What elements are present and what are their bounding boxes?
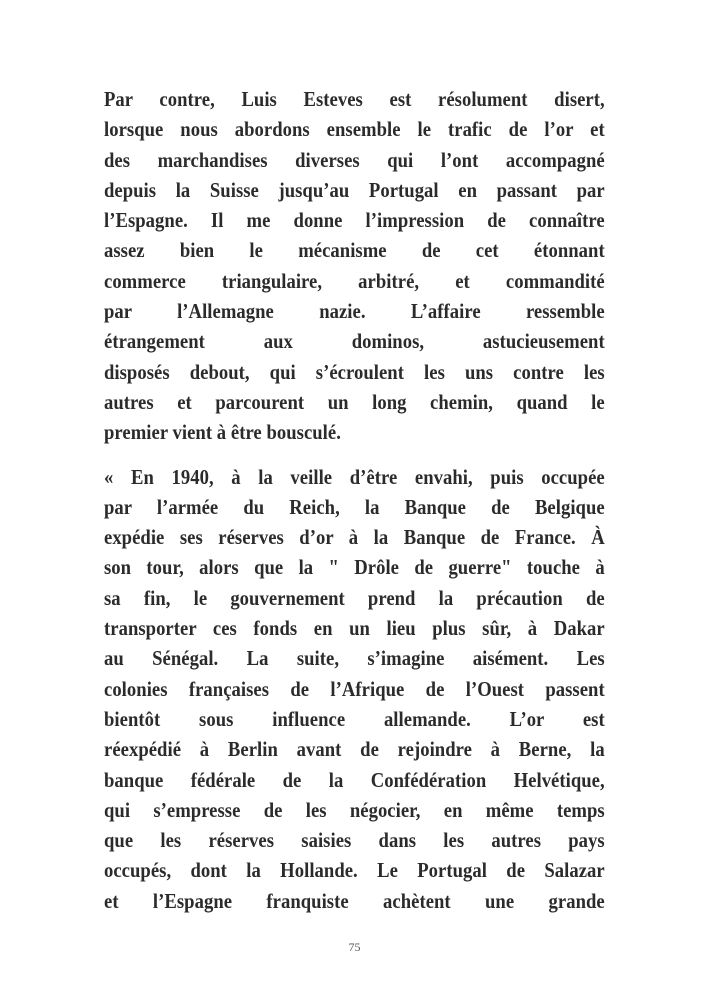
text-line: et l’Espagne franquiste achètent une grande bbox=[104, 888, 605, 913]
text-line: autres et parcourent un long chemin, quand le bbox=[104, 389, 605, 414]
text-line: son tour, alors que la " Drôle de guerre" touche à bbox=[104, 555, 605, 580]
text-body bbox=[104, 84, 605, 916]
text-line: bientôt sous influence allemande. L’or est bbox=[104, 706, 605, 731]
text-line: « En 1940, à la veille d’être envahi, puis occupée bbox=[104, 464, 605, 489]
text-line: lorsque nous abordons ensemble le trafic de l’or et bbox=[104, 117, 605, 142]
text-line: disposés debout, qui s’écroulent les uns contre les bbox=[104, 359, 605, 384]
text-line: occupés, dont la Hollande. Le Portugal de Salazar bbox=[104, 858, 605, 883]
text-line: réexpédié à Berlin avant de rejoindre à Berne, la bbox=[104, 737, 605, 762]
text-line: Par contre, Luis Esteves est résolument disert, bbox=[104, 87, 605, 111]
text-line: colonies françaises de l’Afrique de l’Ouest passent bbox=[104, 676, 605, 701]
text-line: qui s’empresse de les négocier, en même temps bbox=[104, 797, 605, 822]
text-line: banque fédérale de la Confédération Helvétique, bbox=[104, 767, 605, 792]
text-line: sa fin, le gouvernement prend la précaution de bbox=[104, 585, 605, 610]
text-line: que les réserves saisies dans les autres pays bbox=[104, 828, 605, 853]
paragraph-2 bbox=[104, 462, 605, 916]
text-line: transporter ces fonds en un lieu plus sûr, à Dakar bbox=[104, 616, 605, 641]
text-line: par l’Allemagne nazie. L’affaire ressemble bbox=[104, 299, 605, 324]
paragraph-1 bbox=[104, 84, 605, 448]
text-line: premier vient à être bousculé. bbox=[104, 420, 341, 445]
text-line: expédie ses réserves d’or à la Banque de France. À bbox=[104, 525, 605, 550]
text-line: au Sénégal. La suite, s’imagine aisément. Les bbox=[104, 646, 605, 671]
text-line: depuis la Suisse jusqu’au Portugal en passant par bbox=[104, 177, 605, 202]
text-line: l’Espagne. Il me donne l’impression de connaître bbox=[104, 208, 605, 233]
text-line: assez bien le mécanisme de cet étonnant bbox=[104, 238, 605, 263]
text-line: des marchandises diverses qui l’ont accompagné bbox=[104, 147, 605, 172]
text-line: commerce triangulaire, arbitré, et commandité bbox=[104, 268, 605, 293]
text-line: par l’armée du Reich, la Banque de Belgique bbox=[104, 494, 605, 519]
text-line: étrangement aux dominos, astucieusement bbox=[104, 329, 605, 354]
page-number: 75 bbox=[348, 940, 361, 954]
